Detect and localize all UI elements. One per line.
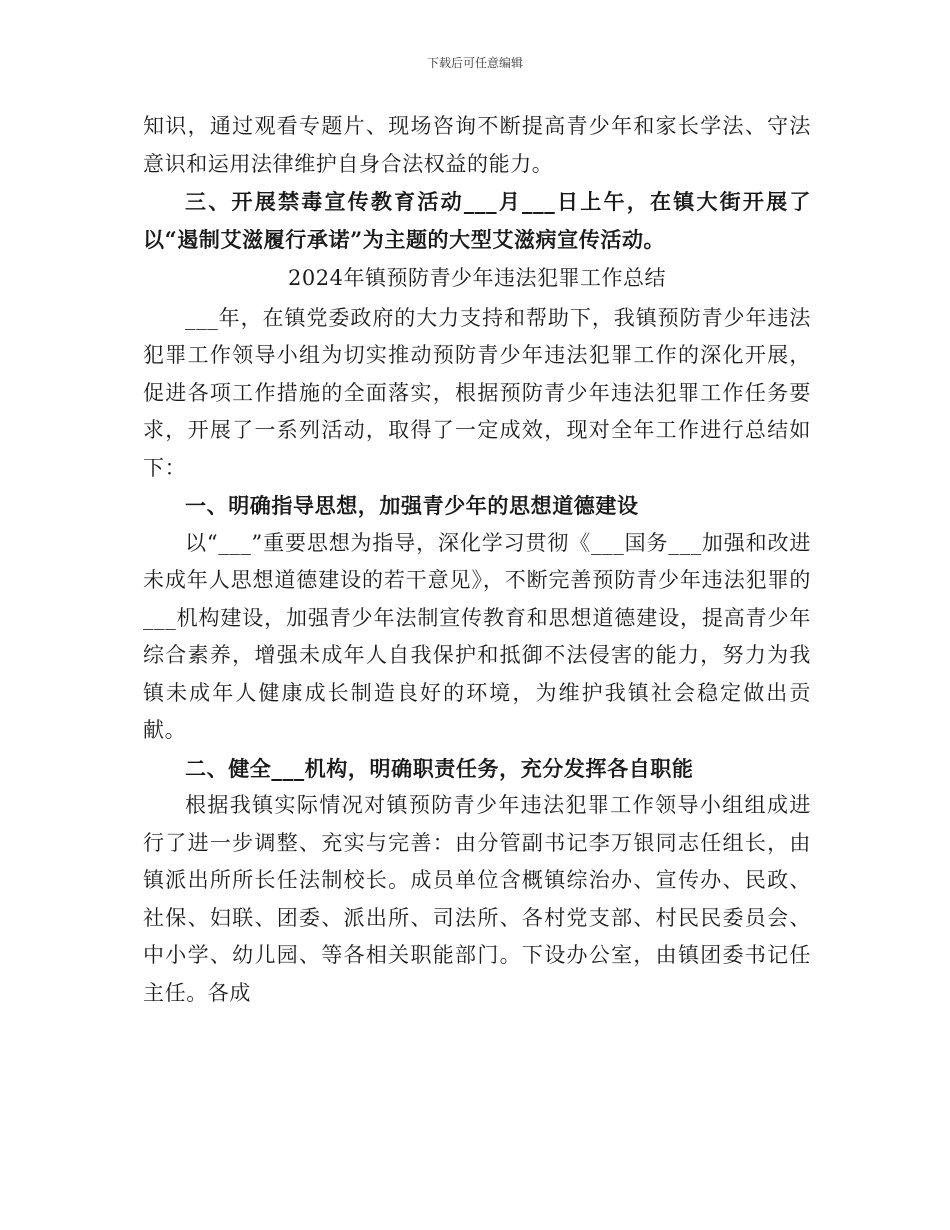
section-one-heading: 一、明确指导思想，加强青少年的思想道德建设: [185, 493, 639, 518]
section-two-paragraph: 根据我镇实际情况对镇预防青少年违法犯罪工作领导小组组成进行了进一步调整、充实与完善：由分管副书记李万银同志任组长，由镇派出所所长任法制校长。成员单位含概镇综治办、宣传办、民政、社保、妇联、团委、派出所、司法所、各村党支部、村民民委员会、中小学、幼儿园、等各相关职能部门。下设办公室，由镇团委书记任主任。各成: [143, 793, 811, 1005]
document-body: [143, 108, 811, 1012]
opening-paragraph: ___年，在镇党委政府的大力支持和帮助下，我镇预防青少年违法犯罪工作领导小组为切实推动预防青少年违法犯罪工作的深化开展，促进各项工作措施的全面落实，根据预防青少年违法犯罪工作任务要求，开展了一系列活动，取得了一定成效，现对全年工作进行总结如下：: [143, 305, 811, 480]
document-title: 2024年镇预防青少年违法犯罪工作总结: [288, 266, 666, 290]
download-note: 下载后可任意编辑: [426, 56, 523, 70]
section-two-heading: 二、健全___机构，明确职责任务，充分发挥各自职能: [185, 755, 694, 781]
intro-continuation-paragraph: 知识，通过观看专题片、现场咨询不断提高青少年和家长学法、守法意识和运用法律维护自身合法权益的能力。: [143, 114, 811, 176]
section-three-heading: 三、开展禁毒宣传教育活动___月___日上午，在镇大街开展了以“遏制艾滋履行承诺”为主题的大型艾滋病宣传活动。: [143, 189, 811, 252]
section-one-paragraph: 以“___”重要思想为指导，深化学习贯彻《___国务___加强和改进未成年人思想道德建设的若干意见》，不断完善预防青少年违法犯罪的___机构建设，加强青少年法制宣传教育和思想道德建设，提高青少年综合素养，增强未成年人自我保护和抵御不法侵害的能力，努力为我镇未成年人健康成长制造良好的环境，为维护我镇社会稳定做出贡献。: [143, 530, 811, 742]
